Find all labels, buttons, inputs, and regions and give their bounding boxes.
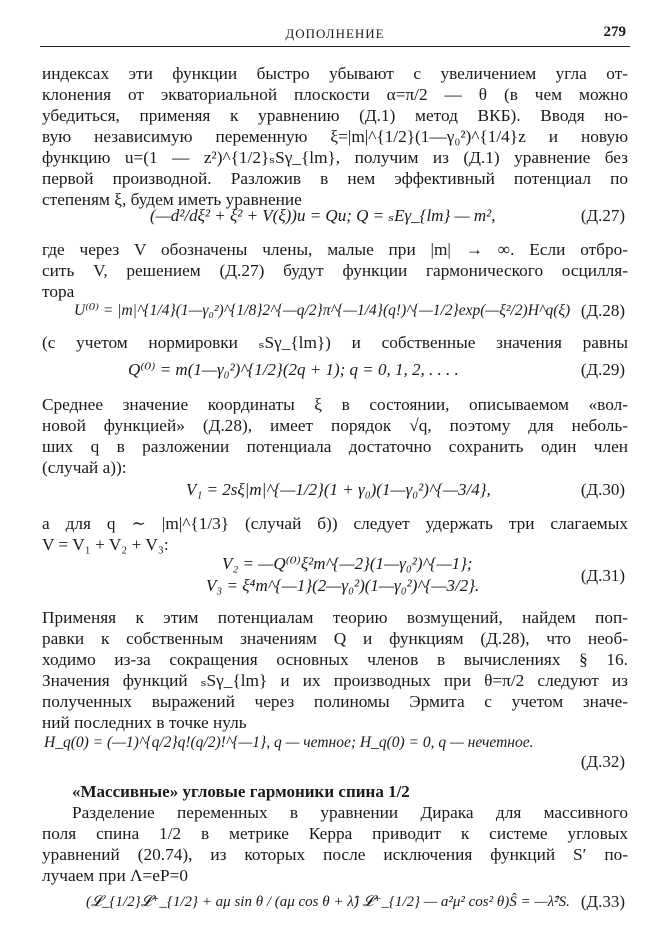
section-title: «Массивные» угловые гармоники спина 1/2 [72,782,410,801]
equation-number: (Д.32) [580,752,625,771]
text-line: где через V обозначены члены, малые при |m| → ∞. Если отбро- [42,240,628,259]
text-line: (с учетом нормировки ₛSγ_{lm}) и собственные значения равны [42,333,628,352]
text-line: клонения от экваториальной плоскости α=π/2 — θ (в чем можно [42,85,628,104]
text-line: новой функцией» (Д.28), имеет порядок √q, поэтому для неболь- [42,416,628,435]
text-line: ших q в разложении потенциала достаточно сохранить один член [42,437,628,456]
equation-d33: (𝓛_{1/2}𝓛⁺_{1/2} + aμ sin θ / (aμ cos θ + λ̂) 𝓛⁺_{1/2} — a²μ² cos² θ)Ŝ = —λ̂²S. [86,894,570,910]
text-line: (случай а)): [42,458,127,477]
page-header [40,24,630,46]
text-line: уравнений (20.74), из которых после исключения функций S′ по- [42,845,628,864]
text-line: убедиться, применяя к уравнению (Д.1) метод ВКБ). Вводя но- [42,106,628,125]
text-line: лучаем при Λ=eP=0 [42,866,188,885]
text-line: тора [42,282,75,301]
equation-d31-line2: V₃ = ξ⁴m^{—1}(2—γ₀²)(1—γ₀²)^{—3/2}. [206,576,480,595]
equation-d28: U⁽⁰⁾ = |m|^{1/4}(1—γ₀²)^{1/8}2^{—q/2}π^{—1/4}(q!)^{—1/2}exp(—ξ²/2)H^q(ξ) [74,302,571,319]
text-line: равки к собственным значениям Q и функциям (Д.28), что необ- [42,629,628,648]
equation-number: (Д.33) [580,892,625,911]
text-line: а для q ∼ |m|^{1/3} (случай б)) следует удержать три слагаемых [42,514,628,533]
text-line: первой производной. Разложив в нем эффективный потенциал по [42,169,628,188]
equation-number: (Д.27) [580,206,625,225]
header-rule [40,46,630,47]
text-line: сить V, решением (Д.27) будут функции гармонического осцилля- [42,261,628,280]
text-line: степеням ξ, будем иметь уравнение [42,190,302,209]
page-number: 279 [603,24,626,40]
text-line: вую независимую переменную ξ=|m|^{1/2}(1—γ₀²)^{1/4}z и новую [42,127,628,146]
text-line: Значения функций ₛSγ_{lm} и их производных при θ=π/2 следуют из [42,671,628,690]
equation-d29: Q⁽⁰⁾ = m(1—γ₀²)^{1/2}(2q + 1); q = 0, 1, 2, . . . . [128,360,459,379]
text-line: V = V₁ + V₂ + V₃: [42,535,169,554]
running-title: ДОПОЛНЕНИЕ [285,26,385,41]
equation-number: (Д.30) [580,480,625,499]
text-line: ходимо из-за сокращения основных членов в вычислениях § 16. [42,650,628,669]
equation-d27: (—d²/dξ² + ξ² + V(ξ))u = Qu; Q = ₛEγ_{lm} — m², [150,206,496,225]
equation-d31-line1: V₂ = —Q⁽⁰⁾ξ²m^{—2}(1—γ₀²)^{—1}; [222,554,473,573]
text-line: Разделение переменных в уравнении Дирака для массивного [72,803,628,822]
text-line: полученных выражений через полиномы Эрмита с учетом значе- [42,692,628,711]
equation-number: (Д.31) [580,566,625,585]
text-line: Применяя к этим потенциалам теорию возмущений, найдем поп- [42,608,628,627]
text-line: поля спина 1/2 в метрике Керра приводит к системе угловых [42,824,628,843]
text-line: ний последних в точке нуль [42,713,247,732]
equation-number: (Д.28) [580,301,625,320]
equation-d30: V₁ = 2sξ|m|^{—1/2}(1 + γ₀)(1—γ₀²)^{—3/4}, [186,480,491,499]
equation-number: (Д.29) [580,360,625,379]
text-line: индексах эти функции быстро убывают с увеличением угла от- [42,64,628,83]
text-line: функцию u=(1 — z²)^{1/2}ₛSγ_{lm}, получим из (Д.1) уравнение без [42,148,628,167]
equation-d32: H_q(0) = (—1)^{q/2}q!(q/2)!^{—1}, q — четное; H_q(0) = 0, q — нечетное. [44,734,534,751]
text-line: Среднее значение координаты ξ в состоянии, описываемом «вол- [42,395,628,414]
